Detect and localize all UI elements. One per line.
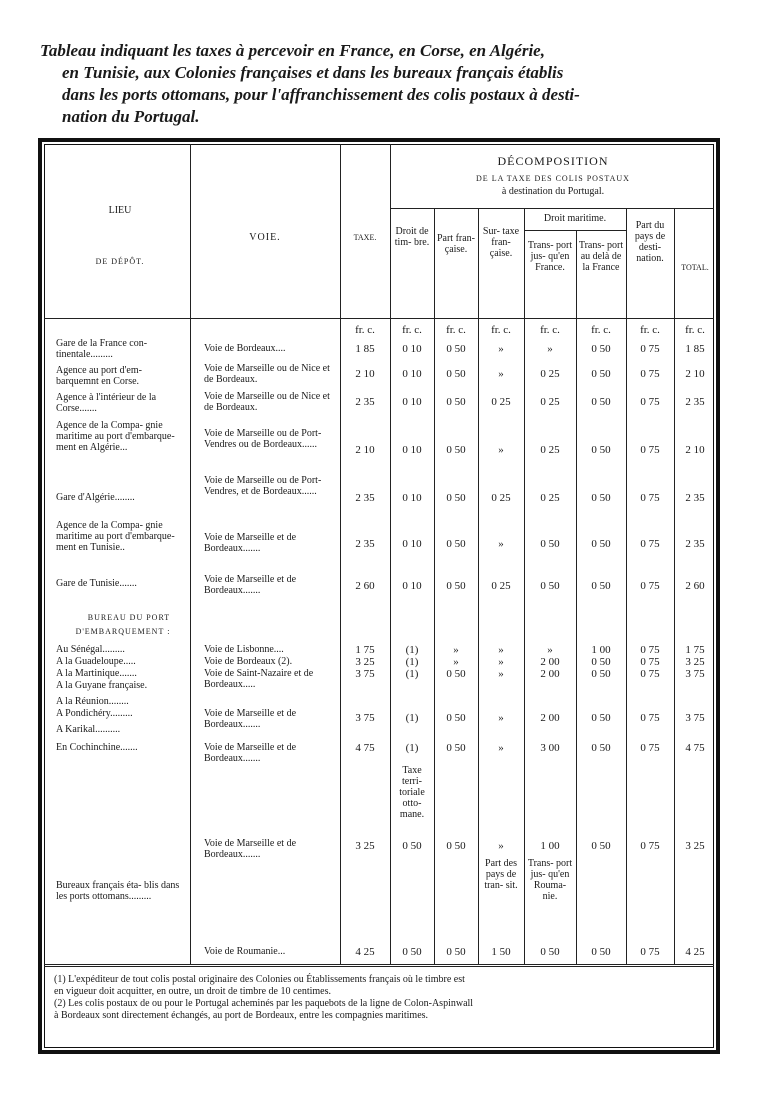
ottoman-transport-header: Trans- port jus- qu'en Rouma- nie.	[527, 858, 573, 902]
cell-part: 0 50	[446, 742, 466, 754]
cell-part: 0 50	[446, 580, 466, 592]
cell-t1: 2 00	[540, 712, 560, 724]
cell-taxe: 1 85	[355, 343, 375, 355]
row-voie: Voie de Lisbonne....	[204, 644, 284, 655]
cell-t1: »	[547, 644, 553, 656]
cell-surtaxe: »	[498, 368, 504, 380]
header-lieu: LIEU	[108, 205, 132, 216]
cell-taxe: 3 75	[355, 712, 375, 724]
cell-pays: 0 75	[640, 840, 660, 852]
cell-pays: 0 75	[640, 368, 660, 380]
row-lieu: Gare de Tunisie.......	[56, 578, 137, 589]
cell-taxe: 4 25	[355, 946, 375, 958]
cell-timbre: 0 50	[402, 946, 422, 958]
cell-part: 0 50	[446, 668, 466, 680]
cell-surtaxe: »	[498, 668, 504, 680]
cell-pays: 0 75	[640, 580, 660, 592]
row-lieu: Agence au port d'em- barquemnt en Corse.	[56, 365, 142, 387]
cell-total: 2 10	[685, 444, 705, 456]
row-lieu: A la Martinique.......	[56, 668, 137, 679]
unit-label: fr. c.	[540, 324, 560, 336]
cell-timbre: (1)	[405, 712, 419, 724]
cell-part: »	[453, 656, 459, 668]
cell-timbre: 0 10	[402, 580, 422, 592]
cell-taxe: 2 10	[355, 444, 375, 456]
bureau-heading: BUREAU DU PORT	[87, 613, 171, 622]
cell-total: 1 75	[685, 644, 705, 656]
row-lieu: Agence à l'intérieur de la Corse.......	[56, 392, 157, 414]
column-rule	[478, 208, 479, 964]
unit-label: fr. c.	[446, 324, 466, 336]
header-decomposition: DÉCOMPOSITION	[497, 154, 609, 168]
cell-t1: 0 25	[540, 396, 560, 408]
cell-timbre: 0 10	[402, 368, 422, 380]
cell-t2: 0 50	[591, 538, 611, 550]
header-de-depot: DE DÉPÔT.	[95, 257, 145, 266]
footnote-line: (1) L'expéditeur de tout colis postal originaire des Colonies ou Établissements français où le timbre est	[54, 974, 465, 985]
cell-t1: 0 50	[540, 538, 560, 550]
cell-t1: 0 25	[540, 444, 560, 456]
cell-surtaxe: 0 25	[491, 396, 511, 408]
cell-timbre: 0 10	[402, 444, 422, 456]
header-rule	[44, 318, 714, 319]
row-voie: Voie de Marseille ou de Nice et de Bordeaux.	[204, 391, 330, 413]
row-lieu: Gare de la France con- tinentale.........	[56, 338, 148, 360]
cell-timbre: 0 50	[402, 840, 422, 852]
header-part-francaise: Part fran- çaise.	[436, 233, 476, 255]
cell-t2: 0 50	[591, 580, 611, 592]
cell-total: 2 35	[685, 396, 705, 408]
cell-t1: »	[547, 343, 553, 355]
row-lieu: Gare d'Algérie........	[56, 492, 135, 503]
cell-part: 0 50	[446, 343, 466, 355]
cell-pays: 0 75	[640, 668, 660, 680]
unit-label: fr. c.	[491, 324, 511, 336]
cell-pays: 0 75	[640, 946, 660, 958]
column-rule	[576, 230, 577, 964]
row-voie: Voie de Marseille et de Bordeaux.......	[204, 532, 297, 554]
row-lieu: En Cochinchine.......	[56, 742, 138, 753]
row-lieu: A la Réunion........	[56, 696, 129, 707]
footnotes	[54, 974, 708, 1022]
cell-pays: 0 75	[640, 444, 660, 456]
cell-surtaxe: »	[498, 343, 504, 355]
cell-t1: 2 00	[540, 668, 560, 680]
header-droit-maritime: Droit maritime.	[543, 213, 607, 224]
row-voie: Voie de Roumanie...	[204, 946, 286, 957]
cell-t2: 0 50	[591, 396, 611, 408]
cell-total: 4 25	[685, 946, 705, 958]
cell-taxe: 2 35	[355, 492, 375, 504]
ottoman-timbre-header: Taxe terri- toriale otto- mane.	[399, 765, 425, 820]
header-surtaxe: Sur- taxe fran- çaise.	[482, 226, 520, 259]
cell-t2: 0 50	[591, 668, 611, 680]
header-rule	[524, 230, 626, 231]
cell-taxe: 2 60	[355, 580, 375, 592]
cell-taxe: 2 35	[355, 396, 375, 408]
cell-t2: 0 50	[591, 444, 611, 456]
row-voie: Voie de Marseille et de Bordeaux.......	[204, 742, 297, 764]
header-voie: VOIE.	[249, 232, 281, 243]
cell-timbre: 0 10	[402, 396, 422, 408]
header-taxe: TAXE.	[353, 233, 377, 242]
cell-total: 4 75	[685, 742, 705, 754]
cell-surtaxe: »	[498, 444, 504, 456]
cell-t1: 3 00	[540, 742, 560, 754]
cell-part: 0 50	[446, 840, 466, 852]
cell-surtaxe: »	[498, 538, 504, 550]
cell-total: 1 85	[685, 343, 705, 355]
header-transport-dela: Trans- port au delà de la France	[578, 240, 624, 273]
cell-taxe: 3 75	[355, 668, 375, 680]
unit-label: fr. c.	[640, 324, 660, 336]
header-rule	[390, 208, 714, 209]
cell-surtaxe: »	[498, 712, 504, 724]
cell-t2: 0 50	[591, 712, 611, 724]
footnote-line: en vigueur doit acquitter, en outre, un droit de timbre de 10 centimes.	[54, 986, 332, 997]
cell-taxe: 2 10	[355, 368, 375, 380]
column-rule	[434, 208, 435, 964]
cell-t2: 0 50	[591, 492, 611, 504]
row-lieu: Agence de la Compa- gnie maritime au port d'embarque- ment en Algérie...	[56, 420, 175, 453]
cell-total: 2 35	[685, 492, 705, 504]
cell-total: 2 10	[685, 368, 705, 380]
cell-pays: 0 75	[640, 343, 660, 355]
cell-surtaxe: 1 50	[491, 946, 511, 958]
unit-label: fr. c.	[355, 324, 375, 336]
cell-part: »	[453, 644, 459, 656]
header-part-pays: Part du pays de desti- nation.	[634, 220, 666, 264]
cell-taxe: 3 25	[355, 840, 375, 852]
cell-total: 3 75	[685, 712, 705, 724]
row-voie: Voie de Bordeaux (2).	[204, 656, 293, 667]
cell-timbre: (1)	[405, 668, 419, 680]
bureau-heading: D'EMBARQUEMENT :	[75, 627, 171, 636]
cell-t2: 0 50	[591, 343, 611, 355]
cell-timbre: 0 10	[402, 343, 422, 355]
table-inner-frame	[44, 144, 714, 1048]
row-voie: Voie de Bordeaux....	[204, 343, 286, 354]
notes-rule	[44, 964, 714, 967]
row-lieu: Agence de la Compa- gnie maritime au port d'embarque- ment en Tunisie..	[56, 520, 175, 553]
header-transport-jusqu: Trans- port jus- qu'en France.	[527, 240, 573, 273]
cell-t2: 1 00	[591, 644, 611, 656]
cell-t1: 0 25	[540, 492, 560, 504]
header-decomposition-sub: DE LA TAXE DES COLIS POSTAUX	[476, 174, 630, 183]
header-total: TOTAL.	[681, 263, 709, 272]
cell-surtaxe: »	[498, 840, 504, 852]
cell-timbre: (1)	[405, 644, 419, 656]
cell-timbre: 0 10	[402, 492, 422, 504]
row-lieu: A la Guadeloupe.....	[56, 656, 136, 667]
cell-timbre: (1)	[405, 656, 419, 668]
cell-pays: 0 75	[640, 742, 660, 754]
row-voie: Voie de Marseille et de Bordeaux.......	[204, 708, 297, 730]
title-line: Tableau indiquant les taxes à percevoir en France, en Corse, en Algérie,	[40, 41, 545, 60]
cell-surtaxe: 0 25	[491, 580, 511, 592]
cell-surtaxe: »	[498, 656, 504, 668]
cell-t2: 0 50	[591, 946, 611, 958]
cell-surtaxe: 0 25	[491, 492, 511, 504]
column-rule	[626, 208, 627, 964]
cell-t1: 0 50	[540, 946, 560, 958]
cell-pays: 0 75	[640, 656, 660, 668]
cell-timbre: (1)	[405, 742, 419, 754]
cell-t2: 0 50	[591, 656, 611, 668]
column-rule	[524, 208, 525, 964]
unit-label: fr. c.	[402, 324, 422, 336]
cell-t2: 0 50	[591, 368, 611, 380]
title-line: dans les ports ottomans, pour l'affranchissement des colis postaux à desti-	[62, 85, 580, 104]
cell-t2: 0 50	[591, 742, 611, 754]
row-voie: Voie de Marseille ou de Nice et de Bordeaux.	[204, 363, 330, 385]
row-lieu: A la Guyane française.	[56, 680, 148, 691]
cell-t1: 0 50	[540, 580, 560, 592]
cell-t1: 1 00	[540, 840, 560, 852]
row-voie: Voie de Marseille et de Bordeaux.......	[204, 838, 297, 860]
cell-total: 3 25	[685, 656, 705, 668]
cell-surtaxe: »	[498, 742, 504, 754]
cell-part: 0 50	[446, 444, 466, 456]
ottoman-surtaxe-header: Part des pays de tran- sit.	[484, 858, 518, 891]
cell-part: 0 50	[446, 396, 466, 408]
cell-part: 0 50	[446, 712, 466, 724]
header-droit-timbre: Droit de tim- bre.	[394, 226, 430, 248]
cell-pays: 0 75	[640, 492, 660, 504]
row-lieu: A Pondichéry.........	[56, 708, 133, 719]
cell-taxe: 2 35	[355, 538, 375, 550]
cell-taxe: 1 75	[355, 644, 375, 656]
column-rule	[390, 144, 391, 964]
cell-t1: 0 25	[540, 368, 560, 380]
cell-total: 2 60	[685, 580, 705, 592]
column-rule	[340, 144, 341, 964]
ottoman-lieu: Bureaux français éta- blis dans les ports ottomans.........	[56, 880, 180, 902]
cell-t1: 2 00	[540, 656, 560, 668]
column-rule	[674, 208, 675, 964]
row-voie: Voie de Marseille ou de Port-Vendres, et de Bordeaux......	[204, 475, 322, 497]
row-voie: Voie de Marseille et de Bordeaux.......	[204, 574, 297, 596]
cell-pays: 0 75	[640, 644, 660, 656]
title-line: nation du Portugal.	[62, 107, 200, 126]
footnote-line: (2) Les colis postaux de ou pour le Portugal acheminés par les paquebots de la ligne de Colon-Aspinwall	[54, 998, 474, 1009]
cell-pays: 0 75	[640, 538, 660, 550]
cell-part: 0 50	[446, 492, 466, 504]
row-voie: Voie de Saint-Nazaire et de Bordeaux.....	[204, 668, 314, 690]
cell-part: 0 50	[446, 538, 466, 550]
column-rule	[190, 144, 191, 964]
title-line: en Tunisie, aux Colonies françaises et dans les bureaux français établis	[62, 63, 564, 82]
cell-total: 2 35	[685, 538, 705, 550]
cell-taxe: 3 25	[355, 656, 375, 668]
cell-total: 3 25	[685, 840, 705, 852]
cell-timbre: 0 10	[402, 538, 422, 550]
footnote-line: à Bordeaux sont directement échangés, au port de Bordeaux, entre les compagnies maritimes.	[54, 1010, 429, 1021]
cell-taxe: 4 75	[355, 742, 375, 754]
cell-pays: 0 75	[640, 396, 660, 408]
unit-label: fr. c.	[591, 324, 611, 336]
cell-part: 0 50	[446, 368, 466, 380]
document-title	[40, 40, 730, 128]
cell-total: 3 75	[685, 668, 705, 680]
cell-t2: 0 50	[591, 840, 611, 852]
header-decomposition-sub: à destination du Portugal.	[501, 186, 605, 197]
cell-part: 0 50	[446, 946, 466, 958]
cell-pays: 0 75	[640, 712, 660, 724]
cell-surtaxe: »	[498, 644, 504, 656]
row-voie: Voie de Marseille ou de Port-Vendres ou de Bordeaux......	[204, 428, 322, 450]
row-lieu: Au Sénégal.........	[56, 644, 125, 655]
unit-label: fr. c.	[685, 324, 705, 336]
row-lieu: A Karikal..........	[56, 724, 121, 735]
